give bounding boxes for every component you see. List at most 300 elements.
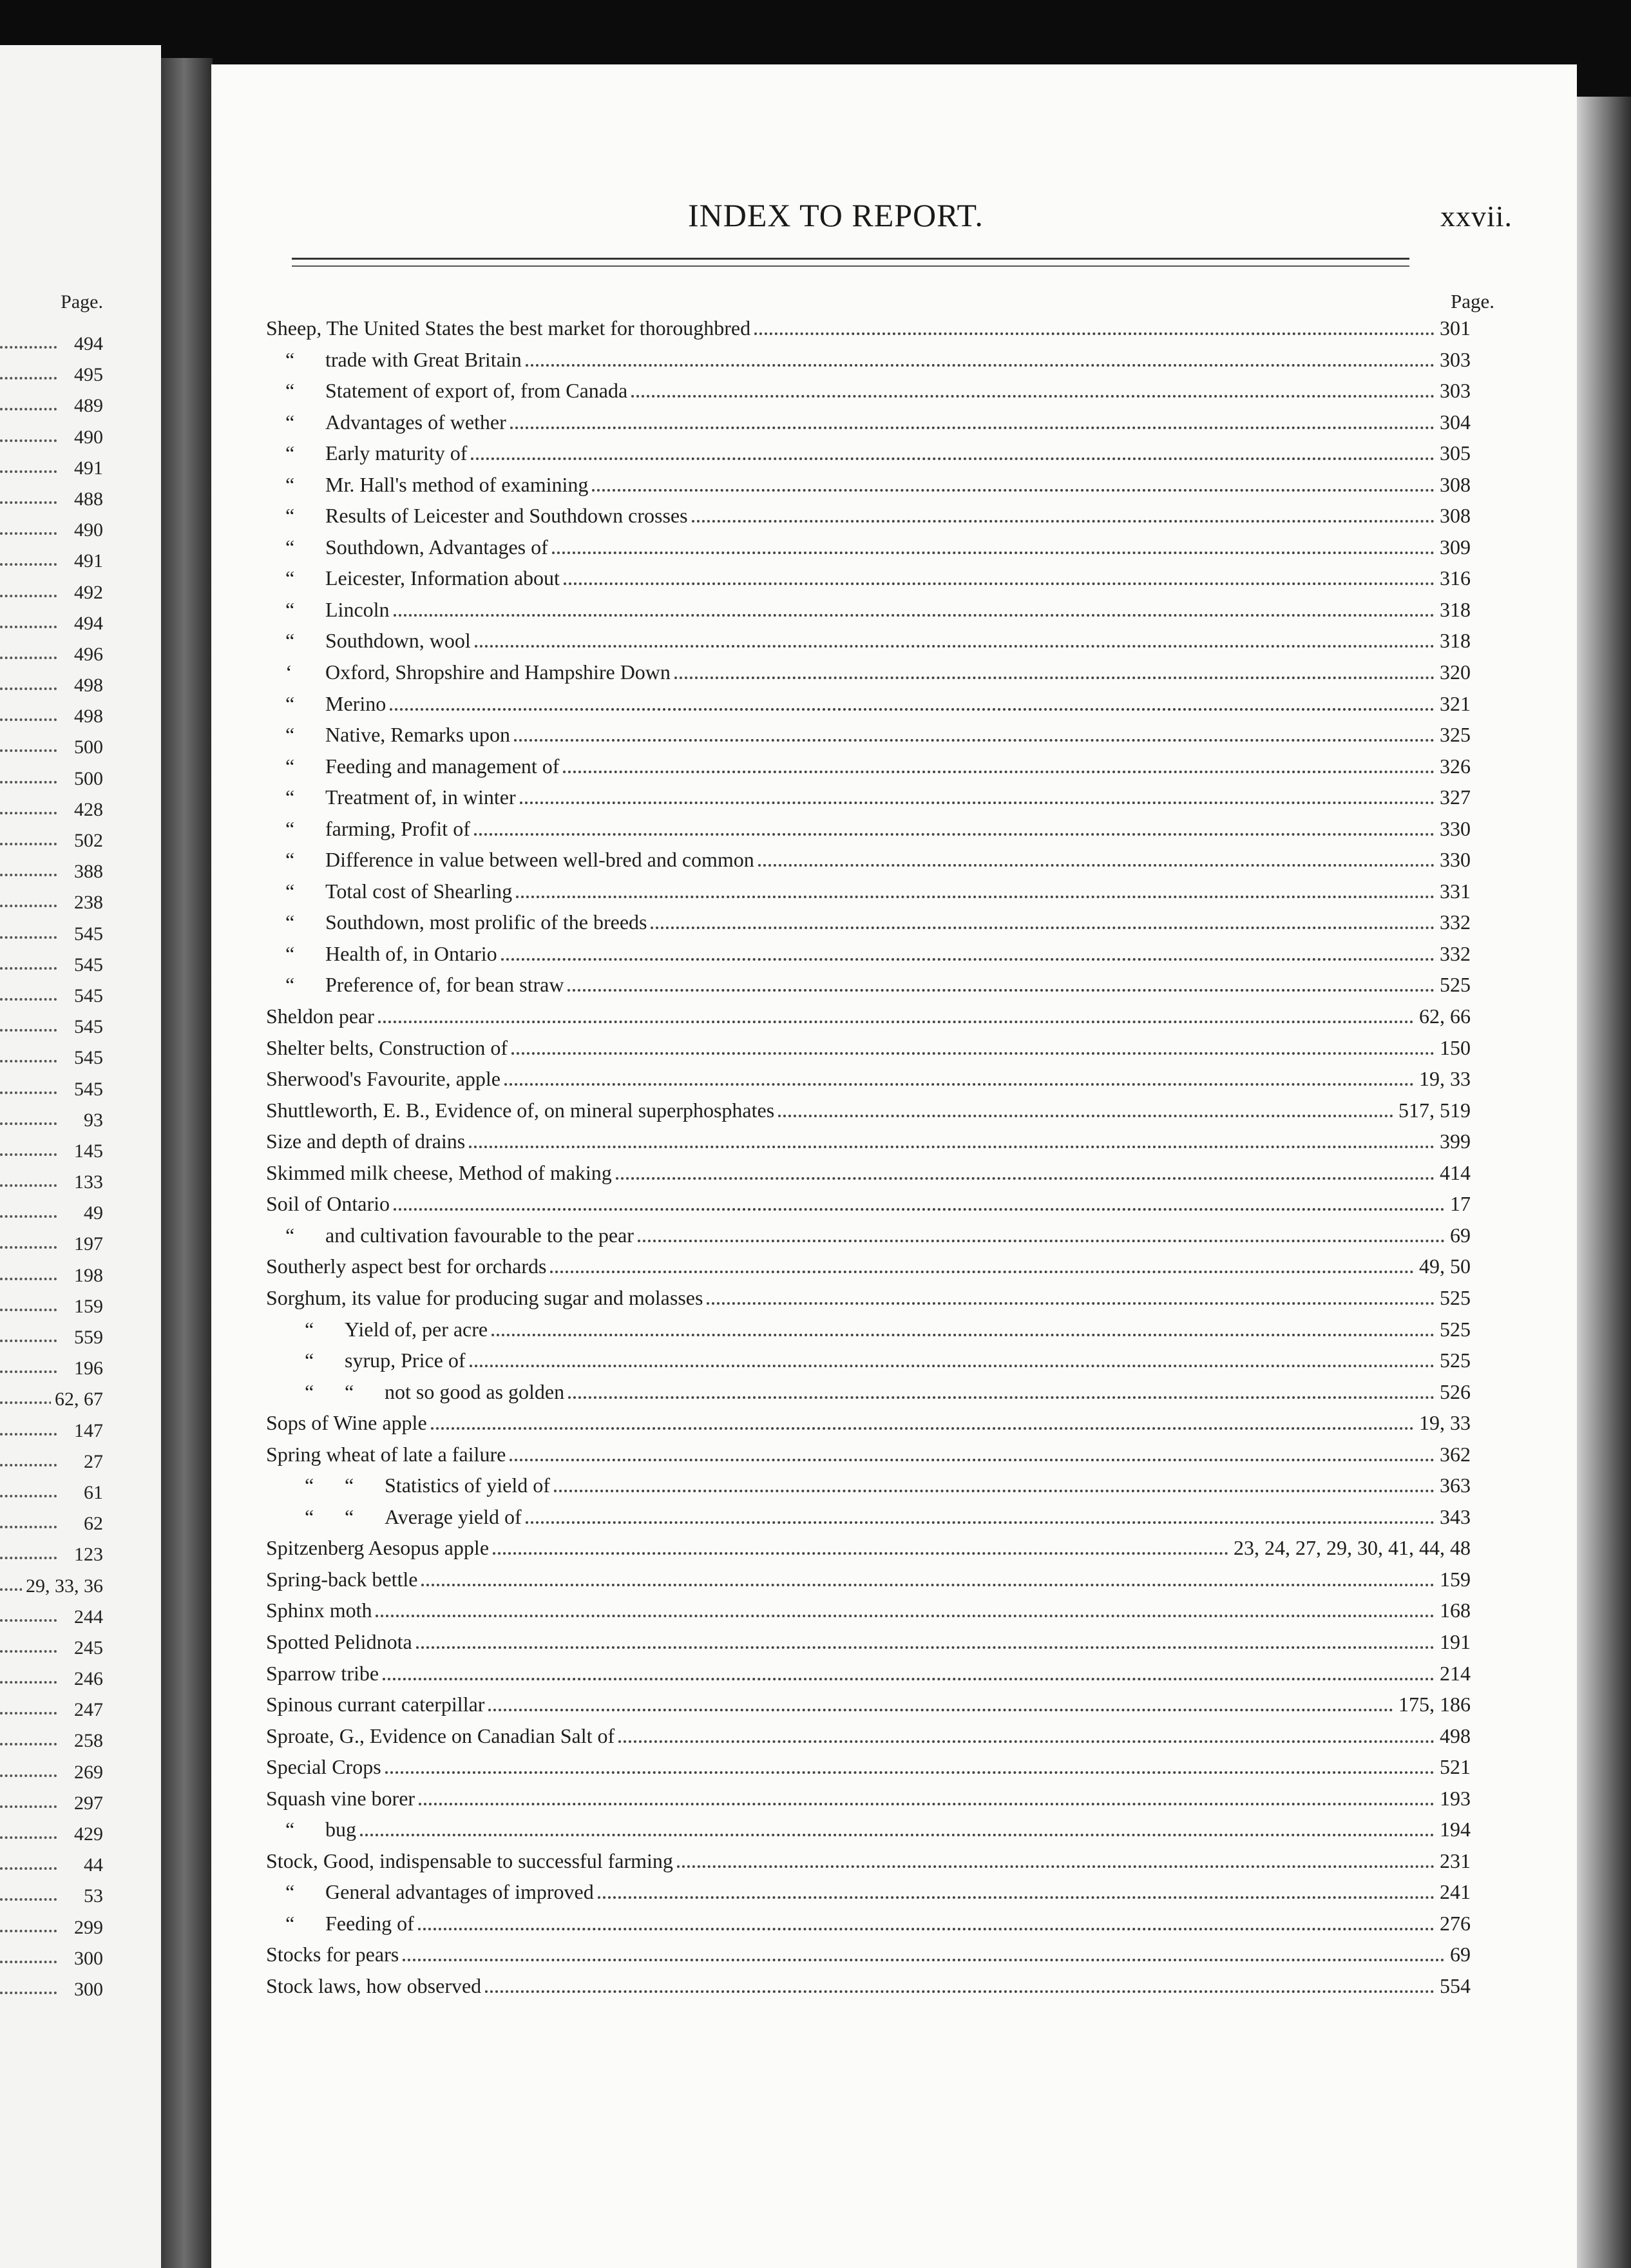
page-ref: 491 <box>70 550 103 572</box>
page-ref: 304 <box>1440 410 1471 434</box>
dot-leader <box>0 781 57 783</box>
entry-label: Spitzenberg Aesopus apple <box>266 1536 490 1560</box>
page-ref: 545 <box>70 923 103 945</box>
page-ref: 492 <box>70 582 103 603</box>
entry-label: Spinous currant caterpillar <box>266 1693 485 1716</box>
dot-leader <box>651 926 1435 929</box>
entry-text <box>266 1783 419 1814</box>
dot-leader <box>707 1302 1435 1305</box>
page-ref: 343 <box>1440 1504 1471 1528</box>
page-ref: 498 <box>70 675 103 696</box>
index-entry <box>266 1407 1471 1439</box>
previous-page-row <box>0 856 103 887</box>
previous-page-row <box>0 1384 103 1415</box>
dot-leader <box>493 1552 1228 1555</box>
index-entry <box>266 1032 1471 1064</box>
previous-page-row <box>0 1477 103 1508</box>
page-ref: 27 <box>80 1451 103 1472</box>
dot-leader <box>0 1774 57 1777</box>
previous-page-page-label: Page. <box>61 291 103 312</box>
entry-text <box>266 1126 469 1157</box>
entry-text <box>266 657 674 687</box>
page-ref: 495 <box>70 364 103 385</box>
page-ref: 301 <box>1440 316 1471 340</box>
entry-label: Treatment of, in winter <box>325 785 516 809</box>
dot-leader <box>394 1207 1445 1211</box>
index-entry <box>266 1126 1471 1157</box>
page-ref: 19, 33 <box>1419 1411 1471 1435</box>
entry-label: Southdown, most prolific of the breeds <box>325 910 647 934</box>
previous-page-row <box>0 329 103 360</box>
previous-page-row <box>0 1850 103 1881</box>
page-ref: 332 <box>1440 910 1471 934</box>
dot-leader <box>0 563 57 566</box>
page-ref: 496 <box>70 644 103 665</box>
previous-page-row <box>0 1416 103 1446</box>
page-ref: 246 <box>70 1668 103 1689</box>
page-ref: 269 <box>70 1762 103 1783</box>
index-entry <box>266 1157 1471 1189</box>
ditto-mark: “ <box>285 691 295 715</box>
index-entry <box>266 657 1471 688</box>
entry-label: Difference in value between well-bred and common <box>325 848 754 872</box>
previous-page-row <box>0 515 103 546</box>
index-entry <box>266 938 1471 970</box>
dot-leader <box>383 1677 1435 1680</box>
page-header <box>211 197 1577 242</box>
page-ref: 300 <box>70 1979 103 2000</box>
index-entry <box>266 562 1471 594</box>
index-entry <box>266 1783 1471 1814</box>
entry-text <box>266 1314 491 1345</box>
page-ref: 123 <box>70 1544 103 1565</box>
page-ref: 330 <box>1440 848 1471 872</box>
page-ref: 69 <box>1450 1943 1471 1966</box>
dot-leader <box>0 749 57 752</box>
entry-text <box>266 844 758 875</box>
page-ref: 61 <box>80 1482 103 1503</box>
dot-leader <box>631 394 1435 398</box>
page-ref: 231 <box>1440 1849 1471 1872</box>
entry-label: Early maturity of <box>325 441 468 465</box>
index-entry <box>266 688 1471 720</box>
entry-label: Sproate, G., Evidence on Canadian Salt of <box>266 1724 615 1747</box>
index-entry <box>266 1470 1471 1501</box>
ditto-mark: “ <box>285 629 295 653</box>
previous-page-row <box>0 1322 103 1353</box>
page-ref: 147 <box>70 1420 103 1441</box>
previous-page-row <box>0 1167 103 1198</box>
entry-text <box>266 1063 504 1094</box>
dot-leader <box>692 519 1435 523</box>
dot-leader <box>403 1958 1445 1961</box>
entry-text <box>266 782 520 812</box>
previous-page-row <box>0 670 103 701</box>
entry-label: Southdown, wool <box>325 629 471 653</box>
index-entry <box>266 1001 1471 1032</box>
ditto-mark: “ <box>285 1223 295 1247</box>
index-entry <box>266 1314 1471 1345</box>
index-entry <box>266 1439 1471 1470</box>
index-entry <box>266 907 1471 938</box>
dot-leader <box>390 707 1435 711</box>
page-ref: 330 <box>1440 816 1471 840</box>
entry-label: Sops of Wine apple <box>266 1411 427 1435</box>
previous-page-row <box>0 1912 103 1943</box>
page-ref: 44 <box>80 1854 103 1876</box>
page-ref: 491 <box>70 457 103 479</box>
page-ref: 175, 186 <box>1398 1693 1471 1716</box>
page-ref: 194 <box>1440 1818 1471 1841</box>
dot-leader <box>0 1930 57 1932</box>
dot-leader <box>0 1961 57 1963</box>
ditto-mark: “ <box>285 816 295 840</box>
previous-page-row <box>0 887 103 918</box>
dot-leader <box>0 1836 57 1839</box>
dot-leader <box>421 1583 1435 1586</box>
page-ref: 525 <box>1440 973 1471 997</box>
dot-leader <box>0 1681 57 1684</box>
page-ref: 133 <box>70 1171 103 1193</box>
ditto-mark: “ <box>345 1504 354 1528</box>
index-entry <box>266 782 1471 813</box>
page-ref: 49, 50 <box>1419 1254 1471 1278</box>
index-entry <box>266 1376 1471 1408</box>
index-entry <box>266 1720 1471 1752</box>
page-ref: 494 <box>70 333 103 354</box>
index-entry <box>266 1814 1471 1845</box>
index-entry <box>266 751 1471 782</box>
ditto-mark: “ <box>285 1911 295 1935</box>
entry-label: Health of, in Ontario <box>325 941 497 965</box>
dot-leader <box>0 1526 57 1528</box>
entry-label: Sherwood's Favourite, apple <box>266 1067 501 1091</box>
ditto-mark: “ <box>305 1317 314 1341</box>
dot-leader <box>419 1802 1435 1805</box>
dot-leader <box>520 801 1435 804</box>
entry-label: Stock laws, how observed <box>266 1974 482 1997</box>
dot-leader <box>0 936 57 939</box>
page-ref: 191 <box>1440 1629 1471 1653</box>
entry-text <box>266 876 516 907</box>
entry-label: Lincoln <box>325 597 390 621</box>
entry-label: Feeding and management of <box>325 754 560 778</box>
page-ref: 69 <box>1450 1223 1471 1247</box>
dot-leader <box>0 967 57 970</box>
dot-leader <box>0 1619 57 1622</box>
index-entry <box>266 344 1471 376</box>
page-ref: 168 <box>1440 1599 1471 1622</box>
entry-text <box>266 1188 394 1219</box>
entry-label: farming, Profit of <box>325 816 470 840</box>
index-entry <box>266 1876 1471 1908</box>
entry-text <box>266 1470 554 1501</box>
dot-leader <box>0 1743 57 1745</box>
dot-leader <box>0 1153 57 1156</box>
dot-leader <box>0 1557 57 1559</box>
entry-text <box>266 1376 568 1407</box>
dot-leader <box>0 1464 57 1466</box>
dot-leader <box>677 1865 1435 1868</box>
index-entry <box>266 1689 1471 1720</box>
page-ref: 320 <box>1440 660 1471 684</box>
page-ref: 305 <box>1440 441 1471 465</box>
previous-page-row <box>0 764 103 794</box>
dot-leader <box>0 1898 57 1901</box>
previous-page-page-column <box>0 329 103 2005</box>
page-ref: 545 <box>70 1016 103 1037</box>
entry-text <box>266 1876 598 1907</box>
page-ref: 308 <box>1440 504 1471 528</box>
previous-page-row <box>0 390 103 421</box>
entry-text <box>266 437 471 468</box>
index-entries <box>266 312 1471 2002</box>
entry-label: Shelter belts, Construction of <box>266 1035 508 1059</box>
dot-leader <box>511 1052 1435 1055</box>
dot-leader <box>514 738 1435 742</box>
dot-leader <box>0 1215 57 1218</box>
entry-label: Oxford, Shropshire and Hampshire Down <box>325 660 671 684</box>
previous-page-row <box>0 981 103 1012</box>
page-ref: 414 <box>1440 1160 1471 1184</box>
entry-text <box>266 312 754 343</box>
dot-leader <box>416 1646 1435 1649</box>
ditto-mark: “ <box>285 597 295 621</box>
previous-page-row <box>0 1012 103 1043</box>
entry-label: Advantages of wether <box>325 410 506 434</box>
ditto-mark: “ <box>345 1474 354 1497</box>
dot-leader <box>568 988 1435 992</box>
page-ref: 258 <box>70 1730 103 1751</box>
page-ref: 29, 33, 36 <box>22 1575 103 1597</box>
dot-leader <box>0 1309 57 1311</box>
dot-leader <box>469 1145 1435 1148</box>
entry-text <box>266 1908 418 1939</box>
entry-label: Mr. Hall's method of examining <box>325 472 589 496</box>
page-ref: 159 <box>1440 1567 1471 1591</box>
index-entry <box>266 532 1471 563</box>
page-ref: 500 <box>70 736 103 758</box>
dot-leader <box>491 1333 1435 1336</box>
index-entry <box>266 969 1471 1001</box>
page-ref: 332 <box>1440 941 1471 965</box>
previous-page-row <box>0 1043 103 1073</box>
previous-page-row <box>0 453 103 484</box>
page-edge-shadow <box>1577 97 1631 2268</box>
page-ref: 525 <box>1440 1285 1471 1309</box>
entry-label: Yield of, per acre <box>345 1317 488 1341</box>
dot-leader <box>0 812 57 814</box>
page-ref: 545 <box>70 1047 103 1068</box>
entry-text <box>266 1626 416 1657</box>
dot-leader <box>488 1708 1393 1711</box>
page-ref: 525 <box>1440 1349 1471 1372</box>
entry-label: Size and depth of drains <box>266 1129 466 1153</box>
dot-leader <box>0 501 57 504</box>
page-ref: 545 <box>70 1079 103 1100</box>
index-entry <box>266 1626 1471 1658</box>
previous-page-row <box>0 1974 103 2005</box>
ditto-mark: “ <box>285 973 295 997</box>
dot-leader <box>0 1340 57 1342</box>
entry-label: Spring wheat of late a failure <box>266 1442 506 1466</box>
previous-page-row <box>0 1943 103 1974</box>
index-entry <box>266 375 1471 407</box>
index-entry <box>266 876 1471 907</box>
dot-leader <box>592 488 1435 492</box>
index-entry <box>266 625 1471 657</box>
page-ref: 245 <box>70 1637 103 1658</box>
entry-label: trade with Great Britain <box>325 347 522 371</box>
page-number: xxvii. <box>1440 200 1512 233</box>
dot-leader <box>618 1740 1435 1743</box>
index-entry <box>266 1063 1471 1095</box>
ditto-mark: “ <box>285 472 295 496</box>
page-ref: 19, 33 <box>1419 1067 1471 1091</box>
page-ref: 214 <box>1440 1661 1471 1685</box>
entry-text <box>266 751 563 782</box>
dot-leader <box>0 377 57 380</box>
entry-text <box>266 1282 707 1313</box>
entry-label: and cultivation favourable to the pear <box>325 1223 634 1247</box>
page-ref: 490 <box>70 427 103 448</box>
dot-leader <box>501 957 1435 961</box>
page-column-label: Page. <box>1450 290 1494 312</box>
previous-page-row <box>0 1725 103 1756</box>
previous-page-row <box>0 1788 103 1819</box>
dot-leader <box>504 1082 1414 1086</box>
dot-leader <box>474 832 1435 836</box>
entry-text <box>266 469 592 500</box>
previous-page-row <box>0 732 103 763</box>
dot-leader <box>0 1433 57 1436</box>
entry-label: Average yield of <box>385 1504 522 1528</box>
dot-leader <box>552 551 1435 554</box>
index-entry <box>266 719 1471 751</box>
previous-page-row <box>0 701 103 732</box>
dot-leader <box>0 1122 57 1125</box>
dot-leader <box>526 363 1435 367</box>
entry-label: Sparrow tribe <box>266 1661 379 1685</box>
entry-text <box>266 625 475 656</box>
index-entry <box>266 1188 1471 1220</box>
dot-leader <box>568 1396 1435 1399</box>
dot-leader <box>485 1990 1435 1993</box>
ditto-mark: “ <box>285 754 295 778</box>
previous-page-row <box>0 577 103 608</box>
page-ref: 331 <box>1440 879 1471 903</box>
dot-leader <box>0 905 57 907</box>
entry-text <box>266 969 568 1000</box>
page-ref: 276 <box>1440 1911 1471 1935</box>
index-page <box>211 64 1577 2268</box>
index-entry <box>266 1970 1471 2002</box>
index-entry <box>266 469 1471 501</box>
entry-text <box>266 532 552 562</box>
entry-label: Statement of export of, from Canada <box>325 379 628 403</box>
ditto-mark: “ <box>285 785 295 809</box>
page-ref: 545 <box>70 985 103 1006</box>
page-ref: 498 <box>70 706 103 727</box>
previous-page-row <box>0 639 103 670</box>
ditto-mark: “ <box>285 848 295 872</box>
page-ref: 145 <box>70 1140 103 1162</box>
page-ref: 525 <box>1440 1317 1471 1341</box>
dot-leader <box>394 613 1435 617</box>
page-ref: 488 <box>70 488 103 510</box>
page-ref: 193 <box>1440 1786 1471 1810</box>
page-ref: 309 <box>1440 535 1471 559</box>
page-ref: 17 <box>1450 1192 1471 1216</box>
page-ref: 62, 67 <box>51 1389 103 1410</box>
entry-label: Sphinx moth <box>266 1599 372 1622</box>
dot-leader <box>0 1278 57 1280</box>
previous-page-row <box>0 1508 103 1539</box>
entry-text <box>266 1689 488 1720</box>
entry-text <box>266 907 651 937</box>
index-entry <box>266 500 1471 532</box>
entry-label: not so good as golden <box>385 1379 565 1403</box>
entry-text <box>266 1532 493 1563</box>
index-entry <box>266 1908 1471 1939</box>
dot-leader <box>0 874 57 876</box>
entry-label: Squash vine borer <box>266 1786 415 1810</box>
index-entry <box>266 594 1471 626</box>
previous-page-row <box>0 1819 103 1850</box>
page-ref: 150 <box>1440 1035 1471 1059</box>
page-ref: 318 <box>1440 629 1471 653</box>
previous-page-row <box>0 794 103 825</box>
dot-leader <box>0 1650 57 1653</box>
index-entry <box>266 1595 1471 1626</box>
page-ref: 494 <box>70 613 103 634</box>
index-entry <box>266 312 1471 344</box>
dot-leader <box>0 843 57 845</box>
page-ref: 545 <box>70 954 103 975</box>
dot-leader <box>758 863 1435 867</box>
page-ref: 554 <box>1440 1974 1471 1997</box>
page-ref: 238 <box>70 892 103 913</box>
dot-leader <box>431 1427 1414 1430</box>
previous-page-row <box>0 608 103 639</box>
entry-label: Native, Remarks upon <box>325 723 511 747</box>
dot-leader <box>516 895 1435 898</box>
entry-label: Special Crops <box>266 1755 381 1779</box>
previous-page-row <box>0 1291 103 1322</box>
dot-leader <box>471 457 1435 460</box>
entry-label: Spring-back bettle <box>266 1567 418 1591</box>
previous-page-row <box>0 1074 103 1105</box>
previous-page-row <box>0 1353 103 1384</box>
dot-leader <box>778 1114 1393 1117</box>
previous-page-row <box>0 1260 103 1291</box>
dot-leader <box>0 1401 57 1404</box>
entry-text <box>266 1970 485 2001</box>
entry-text <box>266 562 564 593</box>
index-entry <box>266 1095 1471 1126</box>
ditto-mark: “ <box>285 910 295 934</box>
previous-page-row <box>0 1633 103 1664</box>
ditto-mark: “ <box>285 504 295 528</box>
entry-text <box>266 1032 511 1063</box>
page-ref: 53 <box>80 1885 103 1907</box>
entry-label: Southdown, Advantages of <box>325 535 548 559</box>
page-ref: 297 <box>70 1792 103 1814</box>
entry-label: Spotted Pelidnota <box>266 1629 412 1653</box>
dot-leader <box>360 1833 1435 1836</box>
entry-label: Merino <box>325 691 386 715</box>
previous-page-row <box>0 1602 103 1633</box>
